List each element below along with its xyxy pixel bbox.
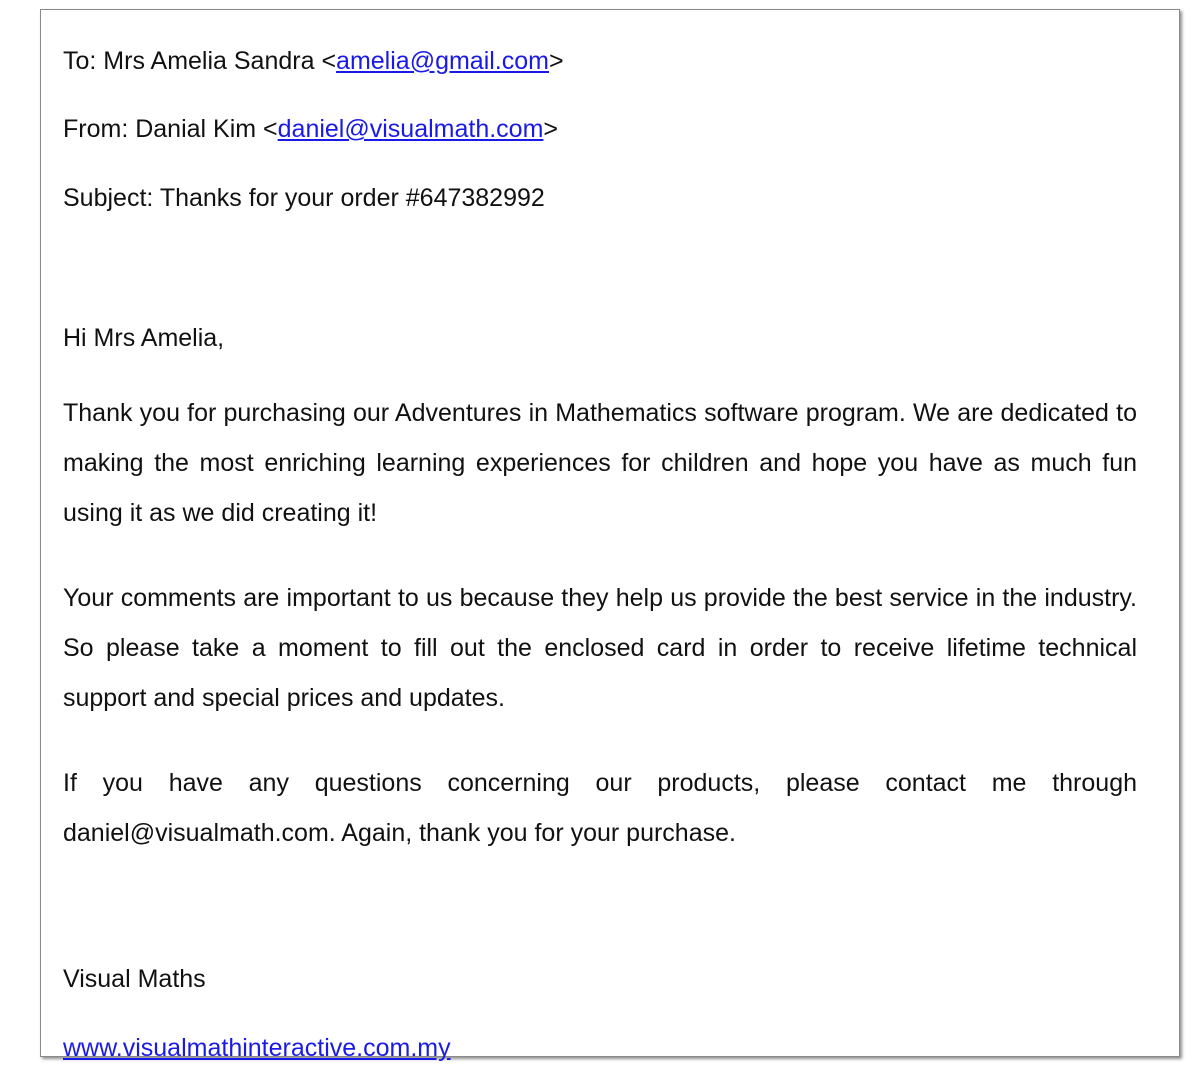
subject-line (63, 181, 1137, 215)
subject-label: Subject: (63, 184, 160, 212)
subject-text: Thanks for your order #647382992 (159, 184, 545, 212)
to-label: To: (63, 47, 104, 75)
to-name: Mrs Amelia Sandra (103, 47, 315, 75)
from-line (63, 112, 1137, 146)
from-name: Danial Kim (135, 115, 257, 143)
from-close-bracket: > (543, 115, 559, 143)
greeting: Hi Mrs Amelia, (63, 324, 225, 352)
to-close-bracket: > (549, 47, 564, 75)
signature: Visual Maths (63, 965, 206, 993)
from-email-link[interactable]: daniel@visualmath.com (277, 115, 544, 143)
from-open-bracket: < (256, 115, 278, 143)
body-paragraph-2: Your comments are important to us because they help us provide the best service in the industry. So please take a moment to fill out the enclosed card in order to receive lifetime technical support and special prices and updates. (63, 584, 1137, 712)
website-link[interactable]: www.visualmathinteractive.com.my (63, 1034, 451, 1062)
to-email-link[interactable]: amelia@gmail.com (336, 47, 549, 75)
website-line (63, 1031, 1137, 1065)
to-open-bracket: < (314, 47, 337, 75)
body-paragraph-3: If you have any questions concerning our products, please contact me through daniel@visualmath.com. Again, thank you for your purchase. (63, 769, 1137, 847)
to-line (63, 44, 1137, 78)
from-label: From: (63, 115, 136, 143)
email-document (40, 9, 1180, 1062)
body-paragraph-1: Thank you for purchasing our Adventures in Mathematics software program. We are dedicated to making the most enriching learning experiences for children and hope you have as much fun using it as we did creating it! (63, 399, 1137, 527)
